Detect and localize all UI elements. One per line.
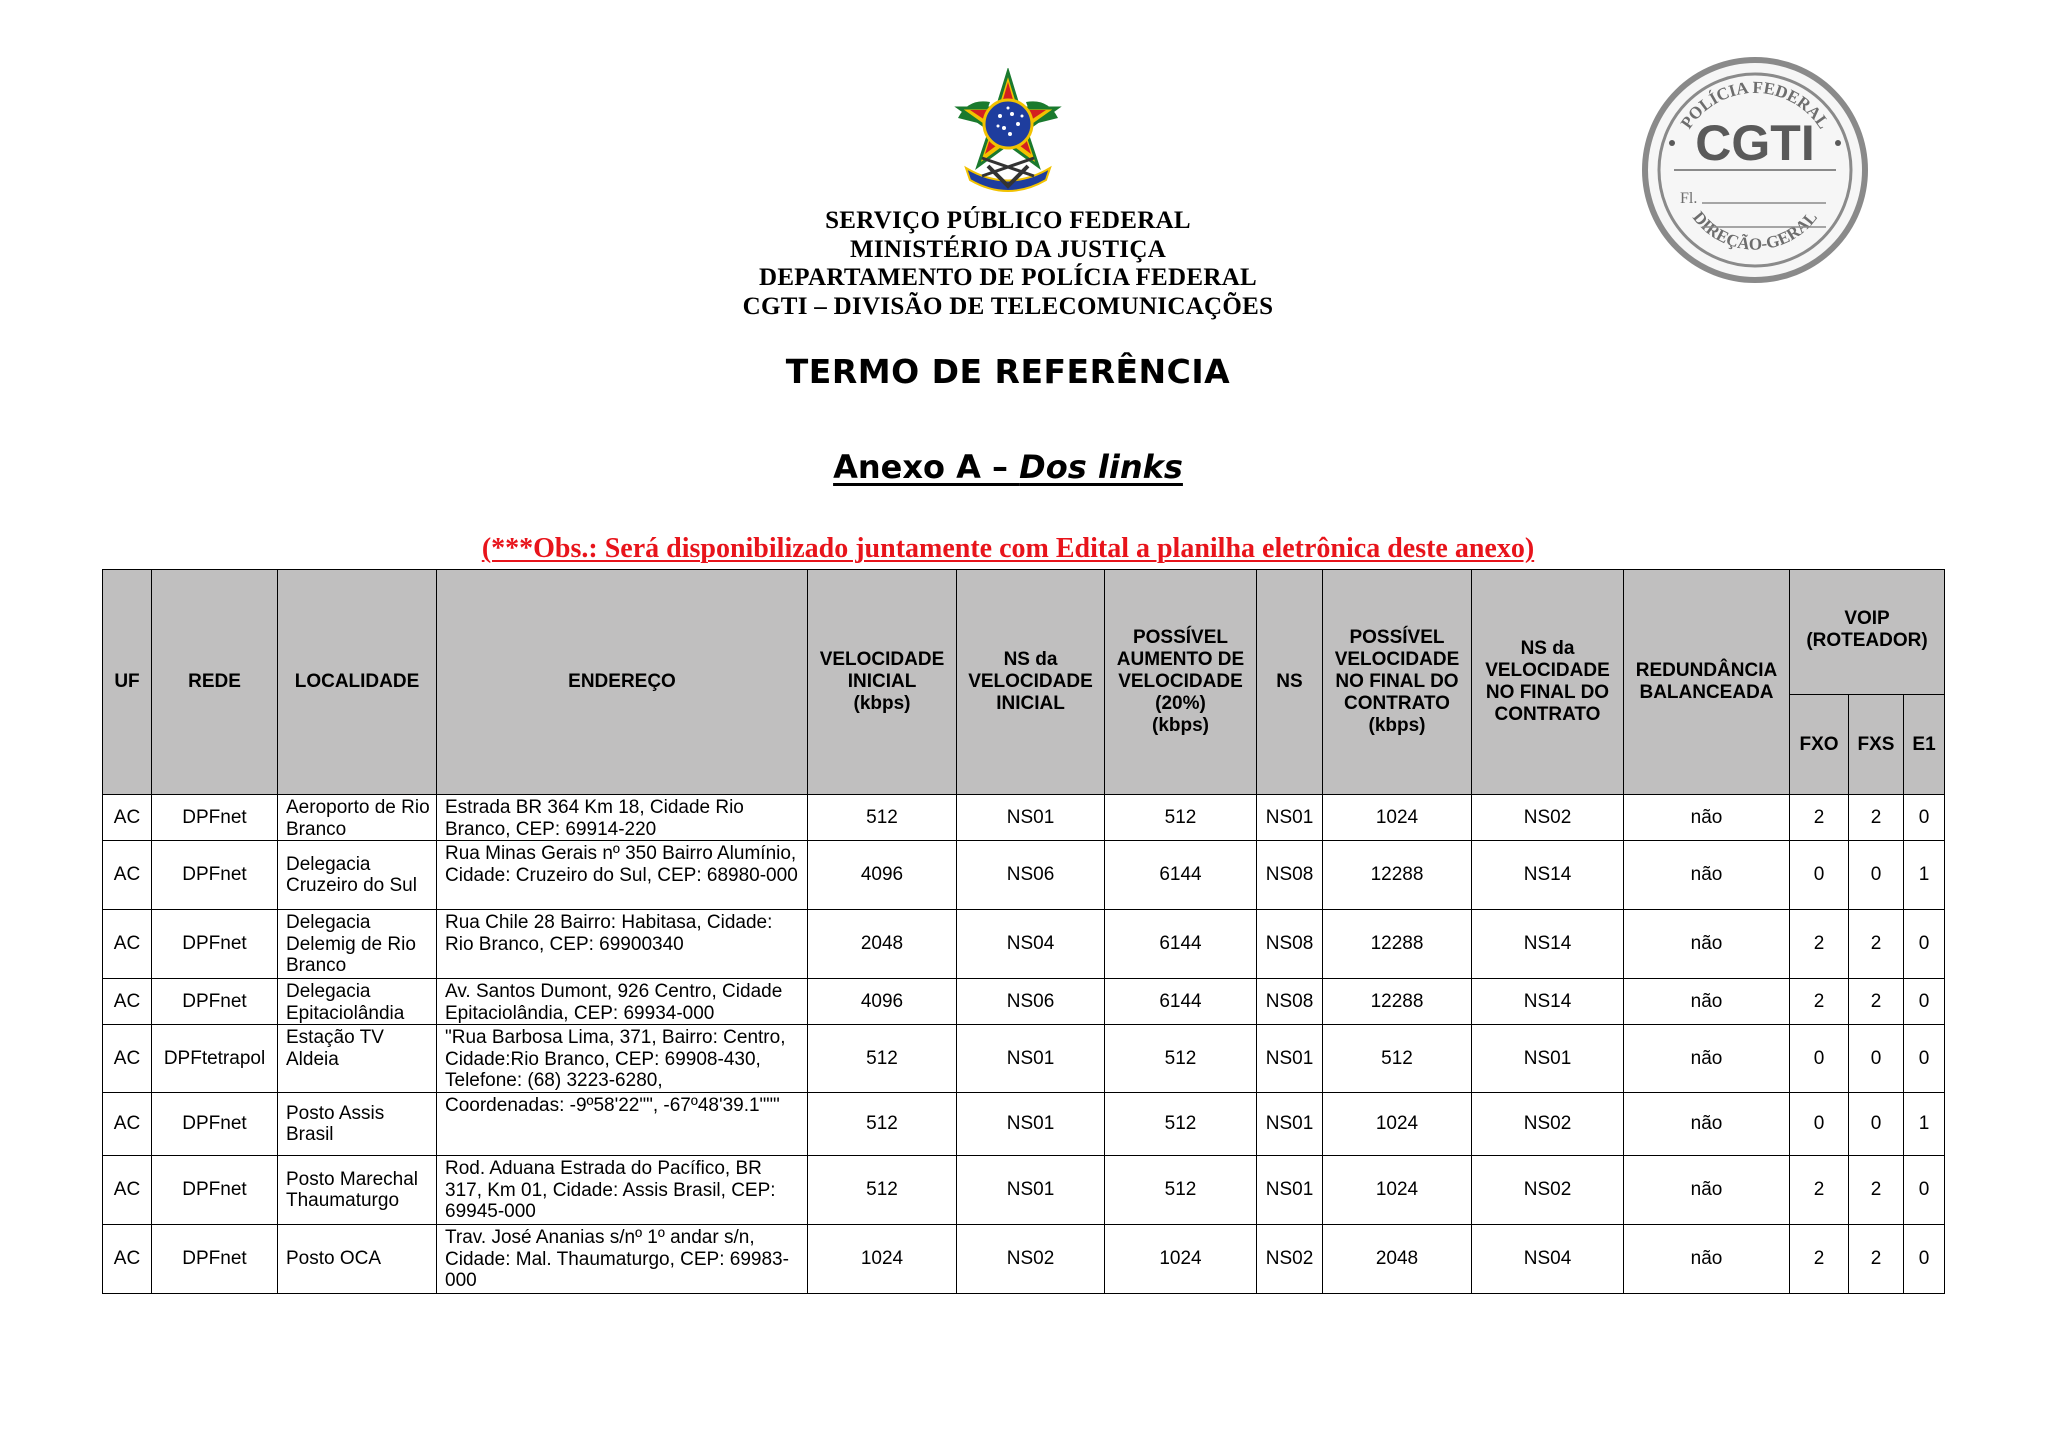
cell-final: 512 <box>1323 1025 1472 1093</box>
cell-redundancia: não <box>1624 795 1790 841</box>
cell-velocidade: 1024 <box>808 1225 957 1294</box>
header-text: VELOCIDADE <box>1118 671 1243 692</box>
cell-uf: AC <box>103 910 152 979</box>
cell-final: 12288 <box>1323 910 1472 979</box>
cell-final: 12288 <box>1323 979 1472 1025</box>
observation-note <box>0 533 2016 565</box>
annex-subtitle: Dos links <box>1019 448 1183 486</box>
cell-velocidade: 512 <box>808 795 957 841</box>
cell-ns: NS01 <box>1257 795 1323 841</box>
header-endereco: ENDEREÇO <box>437 570 808 795</box>
table-row <box>103 1025 1945 1093</box>
cell-fxo: 2 <box>1790 795 1849 841</box>
table-row <box>103 979 1945 1025</box>
cell-ns: NS01 <box>1257 1156 1323 1225</box>
seal-fl-label: Fl. <box>1680 190 1698 207</box>
cell-fxo: 2 <box>1790 979 1849 1025</box>
cell-ns-velocidade: NS01 <box>957 1156 1105 1225</box>
cell-ns: NS08 <box>1257 910 1323 979</box>
cell-endereco: Rua Minas Gerais nº 350 Bairro Alumínio, Cidade: Cruzeiro do Sul, CEP: 68980-000 <box>437 841 808 910</box>
header-text: NS da <box>1003 649 1058 670</box>
header-ns-velocidade-inicial <box>957 570 1105 795</box>
cell-aumento: 6144 <box>1105 910 1257 979</box>
cell-endereco: Estrada BR 364 Km 18, Cidade Rio Branco, CEP: 69914-220 <box>437 795 808 841</box>
header-text: BALANCEADA <box>1639 682 1774 703</box>
header-text: (20%) <box>1155 693 1206 714</box>
header-text: CONTRATO <box>1494 704 1601 725</box>
cell-e1: 0 <box>1904 795 1945 841</box>
cell-ns-velocidade: NS06 <box>957 979 1105 1025</box>
header-text: VELOCIDADE <box>819 649 945 670</box>
header-line-4: CGTI – DIVISÃO DE TELECOMUNICAÇÕES <box>742 292 1274 320</box>
cell-fxs: 0 <box>1849 841 1904 910</box>
cell-ns-final: NS02 <box>1472 1093 1624 1156</box>
cell-uf: AC <box>103 1156 152 1225</box>
cell-velocidade: 2048 <box>808 910 957 979</box>
cell-velocidade: 512 <box>808 1156 957 1225</box>
header-text: VELOCIDADE <box>1485 660 1610 681</box>
cell-rede: DPFtetrapol <box>152 1025 278 1093</box>
header-text: POSSÍVEL <box>1132 627 1229 648</box>
cell-endereco: Rua Chile 28 Bairro: Habitasa, Cidade: Rio Branco, CEP: 69900340 <box>437 910 808 979</box>
header-text: (kbps) <box>1368 715 1426 736</box>
table-row <box>103 795 1945 841</box>
cell-localidade: Posto Marechal Thaumaturgo <box>278 1156 437 1225</box>
cell-aumento: 6144 <box>1105 841 1257 910</box>
cell-final: 12288 <box>1323 841 1472 910</box>
cell-ns-velocidade: NS01 <box>957 1025 1105 1093</box>
cell-ns: NS01 <box>1257 1093 1323 1156</box>
cell-uf: AC <box>103 1093 152 1156</box>
cell-endereco: Trav. José Ananias s/nº 1º andar s/n, Cidade: Mal. Thaumaturgo, CEP: 69983-000 <box>437 1225 808 1294</box>
cell-ns-velocidade: NS04 <box>957 910 1105 979</box>
cell-aumento: 512 <box>1105 1156 1257 1225</box>
cell-ns: NS02 <box>1257 1225 1323 1294</box>
cell-rede: DPFnet <box>152 841 278 910</box>
table-row <box>103 1156 1945 1225</box>
cell-redundancia: não <box>1624 1093 1790 1156</box>
cell-ns: NS08 <box>1257 841 1323 910</box>
cell-localidade: Posto Assis Brasil <box>278 1093 437 1156</box>
header-fxo: FXO <box>1790 695 1849 795</box>
cell-ns: NS01 <box>1257 1025 1323 1093</box>
seal-top-text: POLÍCIA FEDERAL <box>1676 77 1834 133</box>
header-possivel-velocidade-final <box>1323 570 1472 795</box>
cell-endereco: Coordenadas: -9º58'22"", -67º48'39.1""" <box>437 1093 808 1156</box>
cell-localidade: Delegacia Cruzeiro do Sul <box>278 841 437 910</box>
header-velocidade-inicial <box>808 570 957 795</box>
cell-rede: DPFnet <box>152 1225 278 1294</box>
header-text: VELOCIDADE <box>1334 649 1460 670</box>
header-text: VOIP <box>1844 608 1890 629</box>
cell-e1: 0 <box>1904 979 1945 1025</box>
cell-aumento: 6144 <box>1105 979 1257 1025</box>
cell-final: 1024 <box>1323 1093 1472 1156</box>
header-text: REDUNDÂNCIA <box>1635 660 1778 681</box>
cell-endereco: "Rua Barbosa Lima, 371, Bairro: Centro, Cidade:Rio Branco, CEP: 69908-430, Telefone: (68) 3223-6280, <box>437 1025 808 1093</box>
cell-fxs: 2 <box>1849 1156 1904 1225</box>
header-text: INICIAL <box>996 693 1065 714</box>
links-table <box>102 569 1945 1294</box>
cell-fxs: 0 <box>1849 1093 1904 1156</box>
cell-fxo: 2 <box>1790 910 1849 979</box>
header-text: NS da <box>1520 638 1575 659</box>
header-localidade: LOCALIDADE <box>278 570 437 795</box>
cell-ns-final: NS04 <box>1472 1225 1624 1294</box>
cell-velocidade: 4096 <box>808 979 957 1025</box>
cell-velocidade: 4096 <box>808 841 957 910</box>
header-redundancia <box>1624 570 1790 795</box>
cell-rede: DPFnet <box>152 979 278 1025</box>
table-row <box>103 910 1945 979</box>
cell-velocidade: 512 <box>808 1093 957 1156</box>
header-ns-velocidade-final <box>1472 570 1624 795</box>
cell-redundancia: não <box>1624 979 1790 1025</box>
cell-ns: NS08 <box>1257 979 1323 1025</box>
cell-ns-final: NS02 <box>1472 795 1624 841</box>
table-row <box>103 1225 1945 1294</box>
cell-redundancia: não <box>1624 841 1790 910</box>
cell-rede: DPFnet <box>152 1156 278 1225</box>
header-e1: E1 <box>1904 695 1945 795</box>
cell-uf: AC <box>103 1225 152 1294</box>
seal-bottom-text: DIREÇÃO-GERAL <box>1689 207 1821 254</box>
cell-ns-final: NS14 <box>1472 979 1624 1025</box>
document-title: TERMO DE REFERÊNCIA <box>785 352 1231 391</box>
cell-endereco: Av. Santos Dumont, 926 Centro, Cidade Epitaciolândia, CEP: 69934-000 <box>437 979 808 1025</box>
header-rede: REDE <box>152 570 278 795</box>
cell-e1: 0 <box>1904 1025 1945 1093</box>
table-row <box>103 841 1945 910</box>
header-line-1: SERVIÇO PÚBLICO FEDERAL <box>825 207 1191 234</box>
cell-fxo: 2 <box>1790 1225 1849 1294</box>
cell-uf: AC <box>103 841 152 910</box>
cell-aumento: 1024 <box>1105 1225 1257 1294</box>
header-text: NO FINAL DO <box>1335 671 1459 692</box>
cell-e1: 0 <box>1904 1156 1945 1225</box>
cell-ns-final: NS02 <box>1472 1156 1624 1225</box>
header-text: CONTRATO <box>1344 693 1450 714</box>
cell-final: 1024 <box>1323 1156 1472 1225</box>
cell-ns-velocidade: NS01 <box>957 795 1105 841</box>
cell-localidade: Delegacia Epitaciolândia <box>278 979 437 1025</box>
table-row <box>103 1093 1945 1156</box>
cell-ns-velocidade: NS01 <box>957 1093 1105 1156</box>
header-text: (kbps) <box>1152 715 1209 736</box>
cell-e1: 0 <box>1904 910 1945 979</box>
cell-e1: 0 <box>1904 1225 1945 1294</box>
cell-uf: AC <box>103 979 152 1025</box>
cell-localidade: Aeroporto de Rio Branco <box>278 795 437 841</box>
header-text: AUMENTO DE <box>1116 649 1245 670</box>
cell-ns-final: NS14 <box>1472 841 1624 910</box>
cell-localidade: Posto OCA <box>278 1225 437 1294</box>
cell-fxs: 0 <box>1849 1025 1904 1093</box>
cell-ns-final: NS14 <box>1472 910 1624 979</box>
header-text: VELOCIDADE <box>968 671 1093 692</box>
cell-final: 1024 <box>1323 795 1472 841</box>
cell-velocidade: 512 <box>808 1025 957 1093</box>
header-text: (kbps) <box>853 693 911 714</box>
cell-uf: AC <box>103 1025 152 1093</box>
agency-header <box>0 207 2016 321</box>
annex-title <box>0 448 2016 486</box>
header-fxs: FXS <box>1849 695 1904 795</box>
cell-ns-final: NS01 <box>1472 1025 1624 1093</box>
cell-aumento: 512 <box>1105 1025 1257 1093</box>
cell-redundancia: não <box>1624 1156 1790 1225</box>
cell-ns-velocidade: NS02 <box>957 1225 1105 1294</box>
cell-fxs: 2 <box>1849 795 1904 841</box>
cell-rede: DPFnet <box>152 795 278 841</box>
header-text: NO FINAL DO <box>1485 682 1610 703</box>
header-text: (ROTEADOR) <box>1806 630 1928 651</box>
cell-fxo: 0 <box>1790 1093 1849 1156</box>
brazil-coat-of-arms-icon <box>938 68 1078 208</box>
header-uf: UF <box>103 570 152 795</box>
cell-fxo: 2 <box>1790 1156 1849 1225</box>
annex-prefix: Anexo A – <box>833 448 1020 486</box>
header-line-2: MINISTÉRIO DA JUSTIÇA <box>849 235 1167 263</box>
header-text: POSSÍVEL <box>1349 627 1445 648</box>
cell-fxs: 2 <box>1849 979 1904 1025</box>
header-voip <box>1790 570 1945 695</box>
cell-redundancia: não <box>1624 910 1790 979</box>
header-ns: NS <box>1257 570 1323 795</box>
cell-aumento: 512 <box>1105 795 1257 841</box>
cell-localidade: Delegacia Delemig de Rio Branco <box>278 910 437 979</box>
cell-e1: 1 <box>1904 841 1945 910</box>
cell-redundancia: não <box>1624 1025 1790 1093</box>
seal-center-text: CGTI <box>1695 115 1815 171</box>
cell-endereco: Rod. Aduana Estrada do Pacífico, BR 317, Km 01, Cidade: Assis Brasil, CEP: 69945-000 <box>437 1156 808 1225</box>
cell-e1: 1 <box>1904 1093 1945 1156</box>
cell-fxo: 0 <box>1790 1025 1849 1093</box>
cell-aumento: 512 <box>1105 1093 1257 1156</box>
cell-fxo: 0 <box>1790 841 1849 910</box>
cell-fxs: 2 <box>1849 1225 1904 1294</box>
cell-rede: DPFnet <box>152 1093 278 1156</box>
header-text: INICIAL <box>847 671 917 692</box>
header-possivel-aumento <box>1105 570 1257 795</box>
header-line-3: DEPARTAMENTO DE POLÍCIA FEDERAL <box>758 264 1258 291</box>
cell-uf: AC <box>103 795 152 841</box>
cell-localidade: Estação TV Aldeia <box>278 1025 437 1093</box>
cell-rede: DPFnet <box>152 910 278 979</box>
cell-ns-velocidade: NS06 <box>957 841 1105 910</box>
cell-redundancia: não <box>1624 1225 1790 1294</box>
cell-fxs: 2 <box>1849 910 1904 979</box>
observation-text: (***Obs.: Será disponibilizado juntamente com Edital a planilha eletrônica deste anexo) <box>481 533 1535 564</box>
cell-final: 2048 <box>1323 1225 1472 1294</box>
